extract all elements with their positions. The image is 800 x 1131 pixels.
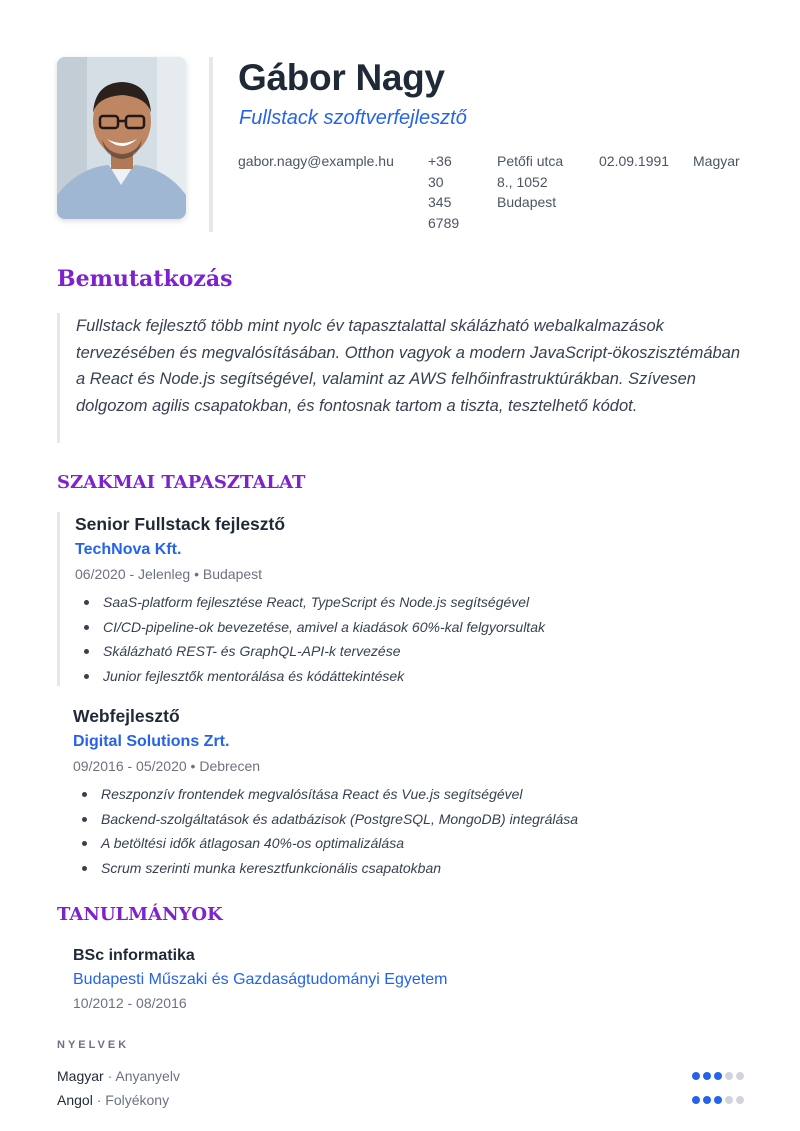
language-separator: · [103, 1068, 116, 1084]
person-portrait-icon [57, 57, 186, 219]
contact-phone[interactable]: +36 30 345 6789 [428, 153, 460, 231]
language-separator: · [92, 1092, 106, 1108]
header-divider [209, 57, 213, 232]
job-entry-meta: 09/2016 - 05/2020 • Debrecen [73, 758, 261, 774]
rating-dot-empty [725, 1096, 733, 1104]
rating-dot-filled [692, 1096, 700, 1104]
education-heading: TANULMÁNYOK [57, 904, 223, 925]
rating-dot-filled [692, 1072, 700, 1080]
person-name: Gábor Nagy [238, 57, 445, 98]
languages-heading: NYELVEK [57, 1039, 130, 1051]
language-name: Magyar [57, 1068, 104, 1084]
rating-dot-filled [714, 1072, 722, 1080]
contact-email[interactable]: gabor.nagy@example.hu [238, 153, 394, 169]
language-rating [692, 1072, 744, 1080]
experience-heading: SZAKMAI TAPASZTALAT [57, 472, 306, 493]
language-level: Folyékony [105, 1092, 170, 1108]
bullet-item: SaaS-platform fejlesztése React, TypeScript és Node.js segítségével [81, 590, 747, 615]
contact-address: Petőfi utca 8., 1052 Budapest [497, 153, 564, 210]
job-entry-title: Webfejlesztő [73, 706, 180, 726]
rating-dot-filled [703, 1072, 711, 1080]
education-school: Budapesti Műszaki és Gazdaságtudományi Egyetem [73, 971, 448, 988]
job-entry-bullets [75, 590, 747, 688]
language-name: Angol [57, 1092, 93, 1108]
bullet-item: CI/CD-pipeline-ok bevezetése, amivel a kiadások 60%-kal felgyorsultak [81, 615, 747, 640]
job-title: Fullstack szoftverfejlesztő [239, 107, 467, 129]
language-item [57, 1066, 747, 1086]
education-degree: BSc informatika [73, 947, 195, 964]
contact-nationality: Magyar [693, 153, 740, 169]
intro-heading: Bemutatkozás [57, 266, 233, 292]
bullet-item: Skálázható REST- és GraphQL-API-k tervezése [81, 639, 747, 664]
job-entry [57, 704, 747, 880]
intro-text: Fullstack fejlesztő több mint nyolc év tapasztalattal skálázható webalkalmazások tervezésében és megvalósításában. Otthon vagyok a modern JavaScript-ökoszisztémában a React és Node.js segítségével, valamint az AWS felhőinfrastruktúrákban. Szívesen dolgozom agilis csapatokban, és fontosnak tartom a tiszta, tesztelhető kódot. [76, 317, 741, 415]
job-entry [57, 512, 747, 686]
education-entry [73, 944, 673, 1014]
job-entry-company: TechNova Kft. [75, 541, 182, 558]
rating-dot-empty [736, 1096, 744, 1104]
education-dates: 10/2012 - 08/2016 [73, 995, 187, 1011]
rating-dot-filled [714, 1096, 722, 1104]
job-entry-title: Senior Fullstack fejlesztő [75, 514, 286, 534]
intro-block [57, 313, 747, 443]
job-entry-meta: 06/2020 - Jelenleg • Budapest [75, 566, 263, 582]
profile-photo [57, 57, 186, 219]
job-entry-company: Digital Solutions Zrt. [73, 733, 230, 750]
language-rating [692, 1096, 744, 1104]
job-entry-bullets [73, 782, 747, 880]
bullet-item: Backend-szolgáltatások és adatbázisok (PostgreSQL, MongoDB) integrálása [79, 807, 747, 832]
rating-dot-empty [725, 1072, 733, 1080]
cv-header [57, 57, 757, 232]
contact-birthdate: 02.09.1991 [599, 153, 670, 169]
rating-dot-filled [703, 1096, 711, 1104]
bullet-item: A betöltési idők átlagosan 40%-os optimalizálása [79, 831, 747, 856]
language-level: Anyanyelv [115, 1068, 180, 1084]
bullet-item: Junior fejlesztők mentorálása és kódáttekintések [81, 664, 747, 689]
bullet-item: Scrum szerinti munka keresztfunkcionális csapatokban [79, 856, 747, 881]
bullet-item: Reszponzív frontendek megvalósítása React és Vue.js segítségével [79, 782, 747, 807]
language-item [57, 1090, 747, 1110]
rating-dot-empty [736, 1072, 744, 1080]
